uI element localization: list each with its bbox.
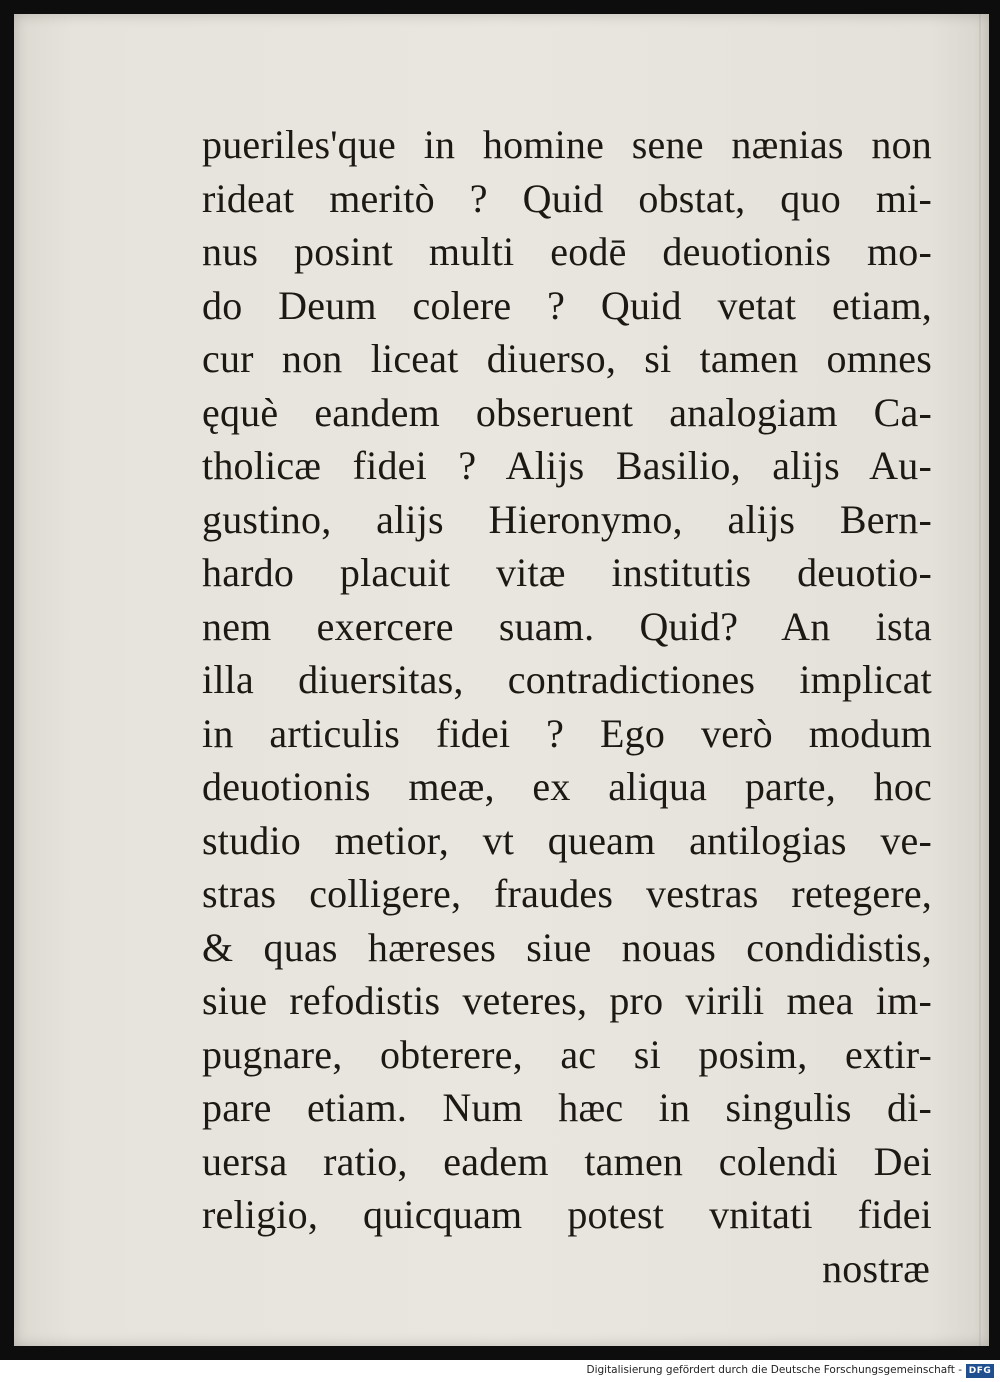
text-line: & quas hæreses siue nouas condidistis, [202,924,932,970]
text-line: siue refodistis veteres, pro virili mea im- [202,978,932,1023]
book-page [14,14,989,1346]
text-line: ęquè eandem obseruent analogiam Ca- [202,389,932,435]
page-gutter [979,14,981,1346]
text-line: pugnare, obterere, ac si posim, extir- [202,1031,932,1077]
text-line: uersa ratio, eadem tamen colendi Dei [202,1138,932,1184]
text-line: studio metior, vt queam antilogias ve- [202,817,932,863]
text-line: religio, quicquam potest vnitati fidei [202,1192,932,1237]
text-line: do Deum colere ? Quid vetat etiam, [202,282,932,328]
text-line: tholicæ fidei ? Alijs Basilio, alijs Au- [202,443,932,488]
text-line: stras colligere, fraudes vestras retegere, [202,871,932,916]
text-line: rideat meritò ? Quid obstat, quo mi- [202,175,932,221]
text-line: illa diuersitas, contradictiones implicat [202,657,932,702]
footer-bar [0,1362,1000,1382]
text-line: hardo placuit vitæ institutis deuotio- [202,550,932,595]
dfg-credit-text: Digitalisierung gefördert durch die Deutsche Forschungsgemeinschaft - [586,1364,962,1376]
text-line: nem exercere suam. Quid? An ista [202,603,932,649]
page-text-block [202,118,932,1295]
text-line: in articulis fidei ? Ego verò modum [202,710,932,756]
text-line: cur non liceat diuerso, si tamen omnes [202,336,932,381]
dfg-logo-icon: DFG [966,1364,994,1378]
text-line: gustino, alijs Hieronymo, alijs Bern- [202,496,932,542]
text-line: pueriles'que in homine sene nænias non [202,122,932,167]
text-line: deuotionis meæ, ex aliqua parte, hoc [202,764,932,809]
catchword: nostræ [822,1245,930,1291]
text-line: nus posint multi eodē deuotionis mo- [202,229,932,274]
text-line: pare etiam. Num hæc in singulis di- [202,1085,932,1130]
